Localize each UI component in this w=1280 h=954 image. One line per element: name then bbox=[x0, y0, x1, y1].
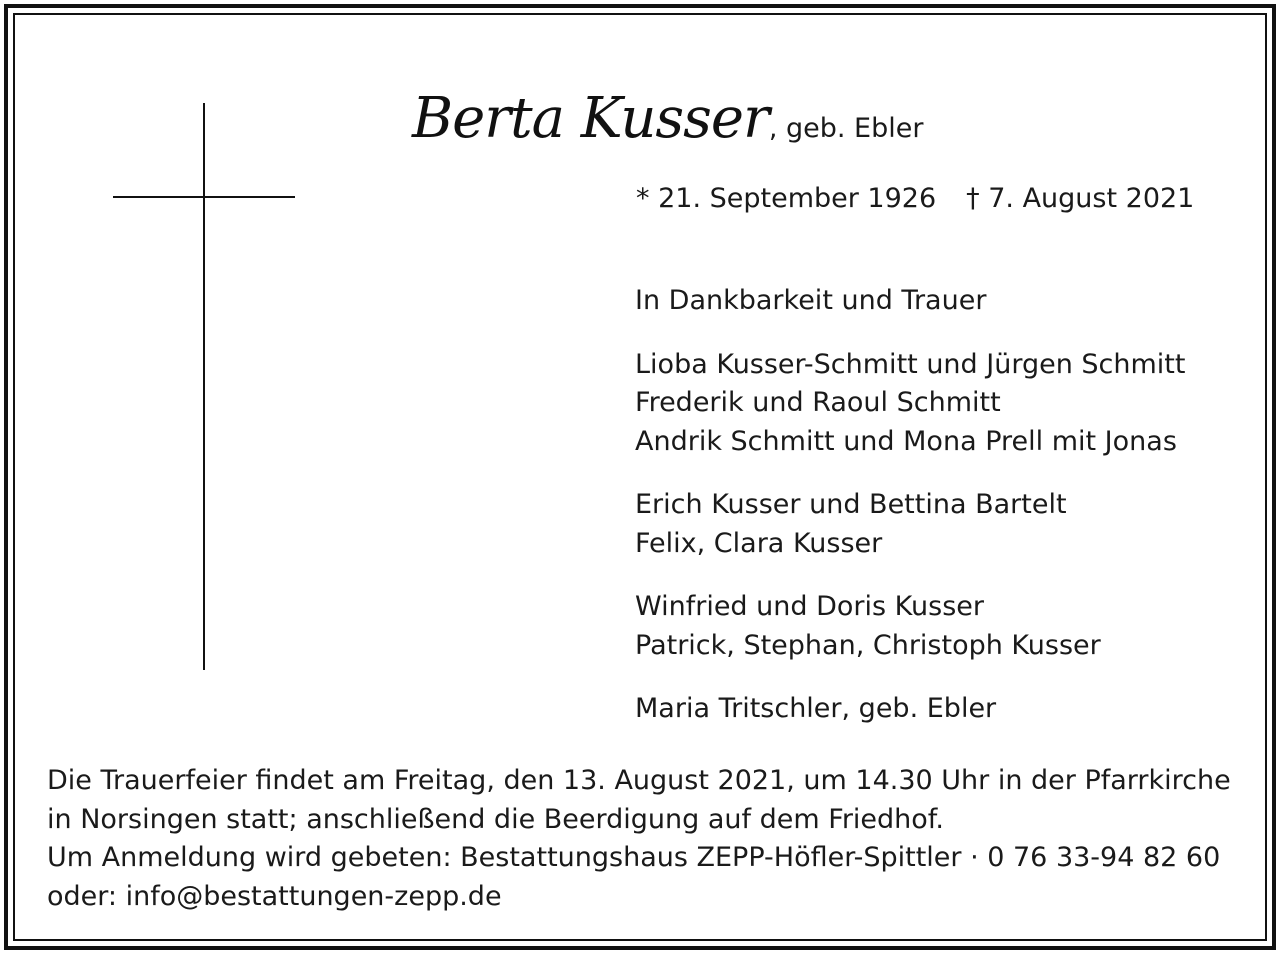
footer-line: Um Anmeldung wird gebeten: Bestattungshaus ZEPP-Höfler-Spittler · 0 76 33-94 82 60 bbox=[47, 842, 1221, 873]
footer-line: Die Trauerfeier findet am Freitag, den 13. August 2021, um 14.30 Uhr in der Pfarrkirche bbox=[47, 765, 1231, 796]
footer-line: oder: info@bestattungen-zepp.de bbox=[47, 880, 502, 912]
cross-icon bbox=[203, 103, 205, 670]
deceased-name: Berta Kusser bbox=[412, 86, 769, 151]
mourner-line: Erich Kusser und Bettina Bartelt bbox=[635, 489, 1067, 520]
mourner-line: Andrik Schmitt und Mona Prell mit Jonas bbox=[635, 425, 1177, 457]
intro-text bbox=[635, 282, 1185, 321]
mourner-group bbox=[635, 588, 1185, 665]
life-dates bbox=[636, 183, 1194, 214]
birth-date: * 21. September 1926 bbox=[636, 183, 937, 214]
intro-line: In Dankbarkeit und Trauer bbox=[635, 285, 987, 316]
mourner-line: Lioba Kusser-Schmitt und Jürgen Schmitt bbox=[635, 348, 1186, 380]
mourner-line: Maria Tritschler, geb. Ebler bbox=[635, 693, 997, 724]
deceased-name-line bbox=[412, 86, 923, 151]
mourner-group bbox=[635, 690, 1185, 729]
mourner-line: Patrick, Stephan, Christoph Kusser bbox=[635, 629, 1101, 661]
mourner-line: Felix, Clara Kusser bbox=[635, 527, 883, 559]
mourner-line: Frederik und Raoul Schmitt bbox=[635, 387, 1001, 418]
maiden-name: , geb. Ebler bbox=[768, 113, 924, 144]
funeral-details bbox=[47, 762, 1231, 916]
mourner-line: Winfried und Doris Kusser bbox=[635, 591, 984, 622]
cross-icon-bar bbox=[113, 196, 295, 198]
mourner-group bbox=[635, 346, 1185, 462]
mourners-block bbox=[635, 282, 1185, 754]
mourner-group bbox=[635, 486, 1185, 563]
death-date: † 7. August 2021 bbox=[966, 183, 1195, 214]
footer-line: in Norsingen statt; anschließend die Beerdigung auf dem Friedhof. bbox=[47, 803, 944, 835]
